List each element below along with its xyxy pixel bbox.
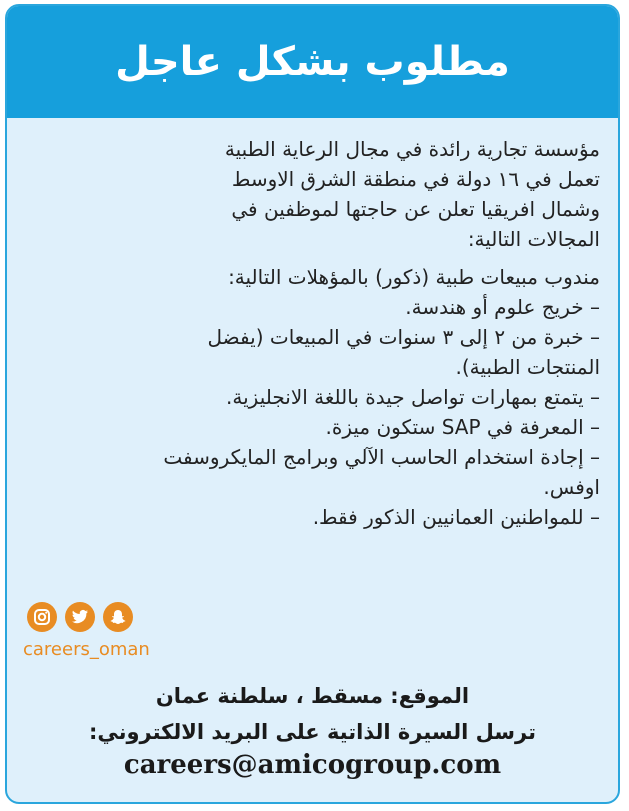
requirement-line: – خبرة من ٢ إلى ٣ سنوات في المبيعات (يفضل: [207, 325, 600, 349]
intro-line: مؤسسة تجارية رائدة في مجال الرعاية الطبية: [224, 137, 600, 161]
requirements-list: [20, 262, 600, 532]
ad-title: مطلوب بشكل عاجل: [115, 39, 510, 85]
instagram-icon[interactable]: [27, 602, 57, 632]
requirement-line: اوفس.: [543, 475, 600, 499]
requirement-line: – يتمتع بمهارات تواصل جيدة باللغة الانجليزية.: [226, 385, 600, 409]
requirement-line: – المعرفة في SAP ستكون ميزة.: [325, 415, 600, 439]
requirement-line: – إجادة استخدام الحاسب الآلي وبرامج المايكروسفت: [163, 445, 600, 469]
intro-paragraph: [20, 134, 600, 254]
intro-line: وشمال افريقيا تعلن عن حاجتها لموظفين في: [231, 197, 600, 221]
snapchat-icon[interactable]: [103, 602, 133, 632]
contact-email[interactable]: careers@amicogroup.com: [123, 750, 502, 780]
intro-line: تعمل في ١٦ دولة في منطقة الشرق الاوسط: [231, 167, 600, 191]
cv-instruction: ترسل السيرة الذاتية على البريد الالكتروني:: [88, 720, 537, 744]
requirement-line: – خريج علوم أو هندسة.: [405, 295, 600, 319]
requirement-line: مندوب مبيعات طبية (ذكور) بالمؤهلات التالية:: [228, 265, 600, 289]
job-ad-card: [5, 4, 620, 804]
social-handle: careers_oman: [23, 639, 150, 660]
requirement-line: – للمواطنين العمانيين الذكور فقط.: [312, 505, 600, 529]
social-icons: [27, 602, 133, 632]
header-banner: [7, 6, 618, 118]
ad-body: [20, 134, 600, 532]
contact-footer: [25, 678, 600, 750]
intro-line: المجالات التالية:: [467, 227, 600, 251]
requirement-line: المنتجات الطبية).: [455, 355, 600, 379]
twitter-icon[interactable]: [65, 602, 95, 632]
location-line: الموقع: مسقط ، سلطنة عمان: [155, 684, 470, 708]
